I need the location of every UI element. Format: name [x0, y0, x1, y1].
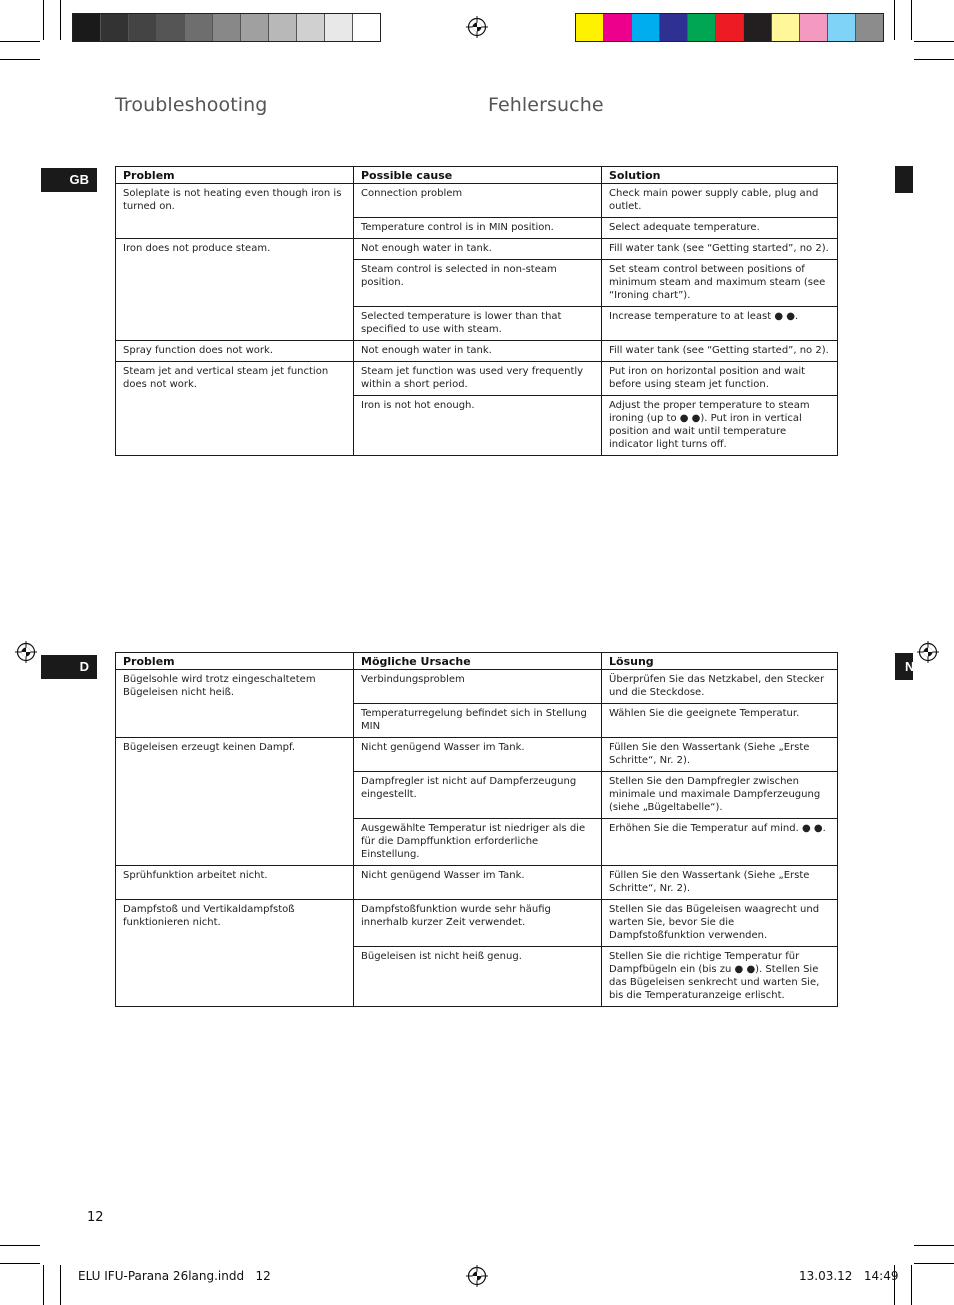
- language-edge-tab: [895, 166, 913, 193]
- color-swatch: [353, 14, 380, 41]
- registration-mark-icon: [15, 641, 37, 663]
- color-swatch: [800, 14, 828, 41]
- cause-cell: Iron is not hot enough.: [354, 396, 602, 456]
- crop-mark: [0, 1245, 40, 1246]
- color-swatch: [660, 14, 688, 41]
- problem-cell: Spray function does not work.: [116, 341, 354, 362]
- header-problem: Problem: [116, 653, 354, 670]
- header-cause: Mögliche Ursache: [354, 653, 602, 670]
- color-swatch: [744, 14, 772, 41]
- cause-cell: Connection problem: [354, 184, 602, 218]
- color-swatch: [576, 14, 604, 41]
- cause-cell: Not enough water in tank.: [354, 239, 602, 260]
- color-swatch: [213, 14, 241, 41]
- language-edge-tab: N: [895, 653, 913, 680]
- solution-cell: Put iron on horizontal position and wait before using steam jet function.: [602, 362, 838, 396]
- table-row: [116, 738, 838, 772]
- registration-mark-icon: [466, 1265, 488, 1287]
- crop-mark: [911, 1265, 912, 1305]
- cause-cell: Temperaturregelung befindet sich in Stellung MIN: [354, 704, 602, 738]
- color-swatch: [185, 14, 213, 41]
- slug-file-name: ELU IFU-Parana 26lang.indd 12: [78, 1269, 271, 1283]
- header-solution: Lösung: [602, 653, 838, 670]
- solution-cell: Select adequate temperature.: [602, 218, 838, 239]
- table-row: [116, 239, 838, 260]
- registration-mark-icon: [917, 641, 939, 663]
- cause-cell: Steam jet function was used very frequently within a short period.: [354, 362, 602, 396]
- color-swatch: [269, 14, 297, 41]
- troubleshooting-table-german: [115, 652, 838, 1007]
- header-solution: Solution: [602, 167, 838, 184]
- language-tab-gb: GB: [41, 168, 97, 192]
- table-row: [116, 866, 838, 900]
- color-swatch: [101, 14, 129, 41]
- language-tab-d: D: [41, 655, 97, 679]
- cause-cell: Dampfregler ist nicht auf Dampferzeugung eingestellt.: [354, 772, 602, 819]
- solution-cell: Füllen Sie den Wassertank (Siehe „Erste Schritte“, Nr. 2).: [602, 738, 838, 772]
- color-swatch: [632, 14, 660, 41]
- problem-cell: Bügeleisen erzeugt keinen Dampf.: [116, 738, 354, 866]
- color-swatch: [828, 14, 856, 41]
- color-swatch: [716, 14, 744, 41]
- table-row: [116, 670, 838, 704]
- crop-mark: [914, 41, 954, 42]
- solution-cell: Adjust the proper temperature to steam ironing (up to ● ●). Put iron in vertical position and wait until temperature indicator light turns off.: [602, 396, 838, 456]
- cause-cell: Steam control is selected in non-steam position.: [354, 260, 602, 307]
- color-swatch: [604, 14, 632, 41]
- color-swatch: [157, 14, 185, 41]
- color-swatch: [325, 14, 353, 41]
- table-row: [116, 184, 838, 218]
- crop-mark: [0, 1263, 40, 1264]
- cause-cell: Temperature control is in MIN position.: [354, 218, 602, 239]
- header-problem: Problem: [116, 167, 354, 184]
- slug-date-time: 13.03.12 14:49: [799, 1269, 899, 1283]
- troubleshooting-table-english: [115, 166, 838, 456]
- crop-mark: [914, 1263, 954, 1264]
- cause-cell: Ausgewählte Temperatur ist niedriger als die für die Dampffunktion erforderliche Einstellung.: [354, 819, 602, 866]
- solution-cell: Füllen Sie den Wassertank (Siehe „Erste Schritte“, Nr. 2).: [602, 866, 838, 900]
- crop-mark: [911, 0, 912, 40]
- problem-cell: Soleplate is not heating even though iron is turned on.: [116, 184, 354, 239]
- table-row: [116, 900, 838, 947]
- color-swatch: [241, 14, 269, 41]
- solution-cell: Wählen Sie die geeignete Temperatur.: [602, 704, 838, 738]
- solution-cell: Fill water tank (see “Getting started”, no 2).: [602, 239, 838, 260]
- problem-cell: Dampfstoß und Vertikaldampfstoß funktionieren nicht.: [116, 900, 354, 1007]
- color-swatch: [688, 14, 716, 41]
- cause-cell: Not enough water in tank.: [354, 341, 602, 362]
- solution-cell: Überprüfen Sie das Netzkabel, den Stecker und die Steckdose.: [602, 670, 838, 704]
- crop-mark: [894, 0, 895, 40]
- table-row: [116, 341, 838, 362]
- header-cause: Possible cause: [354, 167, 602, 184]
- crop-mark: [914, 1245, 954, 1246]
- solution-cell: Stellen Sie den Dampfregler zwischen minimale und maximale Dampferzeugung (siehe „Bügeltabelle“).: [602, 772, 838, 819]
- solution-cell: Increase temperature to at least ● ●.: [602, 307, 838, 341]
- cause-cell: Nicht genügend Wasser im Tank.: [354, 738, 602, 772]
- cause-cell: Selected temperature is lower than that specified to use with steam.: [354, 307, 602, 341]
- table-row: [116, 362, 838, 396]
- color-swatch: [73, 14, 101, 41]
- solution-cell: Stellen Sie die richtige Temperatur für Dampfbügeln ein (bis zu ● ●). Stellen Sie das Bügeleisen senkrecht und warten Sie, bis die Temperaturanzeige erlischt.: [602, 947, 838, 1007]
- process-color-bar: [575, 13, 884, 42]
- crop-mark: [0, 59, 40, 60]
- crop-mark: [0, 41, 40, 42]
- color-swatch: [129, 14, 157, 41]
- crop-mark: [60, 0, 61, 40]
- problem-cell: Steam jet and vertical steam jet function does not work.: [116, 362, 354, 456]
- solution-cell: Erhöhen Sie die Temperatur auf mind. ● ●.: [602, 819, 838, 866]
- problem-cell: Iron does not produce steam.: [116, 239, 354, 341]
- grayscale-color-bar: [72, 13, 381, 42]
- registration-mark-icon: [466, 16, 488, 38]
- solution-cell: Stellen Sie das Bügeleisen waagrecht und warten Sie, bevor Sie die Dampfstoßfunktion verwenden.: [602, 900, 838, 947]
- crop-mark: [60, 1265, 61, 1305]
- cause-cell: Bügeleisen ist nicht heiß genug.: [354, 947, 602, 1007]
- page-number: 12: [87, 1210, 104, 1225]
- problem-cell: Sprühfunktion arbeitet nicht.: [116, 866, 354, 900]
- crop-mark: [43, 0, 44, 40]
- problem-cell: Bügelsohle wird trotz eingeschaltetem Bügeleisen nicht heiß.: [116, 670, 354, 738]
- solution-cell: Set steam control between positions of minimum steam and maximum steam (see “Ironing chart”).: [602, 260, 838, 307]
- color-swatch: [856, 14, 883, 41]
- page-title-english: Troubleshooting: [115, 94, 268, 116]
- color-swatch: [297, 14, 325, 41]
- solution-cell: Check main power supply cable, plug and outlet.: [602, 184, 838, 218]
- solution-cell: Fill water tank (see “Getting started”, no 2).: [602, 341, 838, 362]
- cause-cell: Dampfstoßfunktion wurde sehr häufig innerhalb kurzer Zeit verwendet.: [354, 900, 602, 947]
- crop-mark: [43, 1265, 44, 1305]
- page-title-german: Fehlersuche: [488, 94, 604, 116]
- cause-cell: Verbindungsproblem: [354, 670, 602, 704]
- crop-mark: [914, 59, 954, 60]
- cause-cell: Nicht genügend Wasser im Tank.: [354, 866, 602, 900]
- color-swatch: [772, 14, 800, 41]
